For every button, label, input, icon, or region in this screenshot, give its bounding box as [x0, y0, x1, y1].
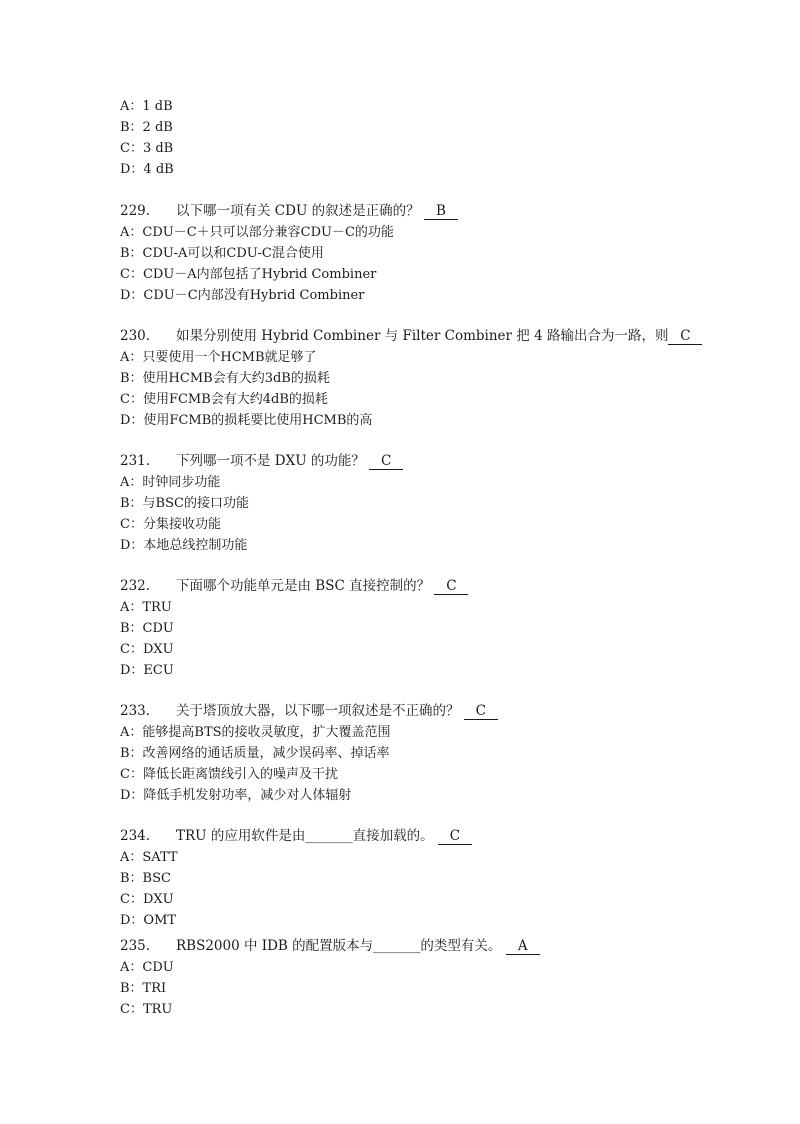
question-stem: [120, 201, 740, 222]
question-stem: [120, 451, 740, 472]
question-number: 234.: [120, 828, 151, 844]
option-d: D：4 dB: [120, 162, 174, 177]
option-d: D：降低手机发射功率，减少对人体辐射: [120, 788, 352, 803]
question-text: 以下哪一项有关 CDU 的叙述是正确的？: [176, 203, 420, 219]
option-b: B：使用HCMB会有大约3dB的损耗: [120, 371, 330, 386]
question-234: [120, 826, 740, 931]
option-c: C：3 dB: [120, 141, 174, 156]
question-stem: [120, 936, 740, 957]
question-text: TRU 的应用软件是由_______直接加载的。: [176, 828, 434, 844]
question-text: 如果分别使用 Hybrid Combiner 与 Filter Combiner 把 4 路输出合为一路，则: [176, 328, 669, 344]
answer-blank: A: [506, 939, 540, 955]
question-stem: [120, 826, 740, 847]
question-number: 231.: [120, 453, 151, 469]
option-b: B：CDU: [120, 621, 174, 636]
option-b: B：改善网络的通话质量，减少误码率、掉话率: [120, 746, 390, 761]
option-d: D：本地总线控制功能: [120, 538, 248, 553]
question-235: [120, 936, 740, 1020]
answer-blank: C: [464, 704, 498, 720]
option-a: A：CDU－C＋只可以部分兼容CDU－C的功能: [120, 225, 394, 240]
option-c: C：DXU: [120, 642, 174, 657]
option-a: A：时钟同步功能: [120, 475, 221, 490]
answer-blank: C: [434, 579, 468, 595]
question-230: [120, 326, 740, 431]
question-text: 下列哪一项不是 DXU 的功能？: [176, 453, 365, 469]
answer-blank: C: [668, 329, 702, 345]
question-stem: [120, 701, 740, 722]
option-c: C：降低长距离馈线引入的噪声及干扰: [120, 767, 338, 782]
option-a: A：CDU: [120, 960, 174, 975]
question-number: 235.: [120, 938, 151, 954]
answer-blank: C: [438, 829, 472, 845]
option-a: A：SATT: [120, 850, 178, 865]
option-a: A：只要使用一个HCMB就足够了: [120, 350, 317, 365]
option-b: B：与BSC的接口功能: [120, 496, 249, 511]
option-b: B：2 dB: [120, 120, 173, 135]
answer-blank: C: [369, 454, 403, 470]
option-d: D：OMT: [120, 913, 177, 928]
option-b: B：BSC: [120, 871, 171, 886]
question-text: 关于塔顶放大器，以下哪一项叙述是不正确的？: [176, 703, 460, 719]
question-stem: [120, 326, 740, 347]
option-c: C：使用FCMB会有大约4dB的损耗: [120, 392, 328, 407]
option-c: C：DXU: [120, 892, 174, 907]
question-number: 233.: [120, 703, 151, 719]
question-232: [120, 576, 740, 681]
prev-question-options: [120, 96, 740, 180]
option-c: C：分集接收功能: [120, 517, 221, 532]
question-number: 229.: [120, 203, 151, 219]
question-text: 下面哪个功能单元是由 BSC 直接控制的？: [176, 578, 431, 594]
question-231: [120, 451, 740, 556]
option-c: C：CDU－A内部包括了Hybrid Combiner: [120, 267, 377, 282]
option-d: D：使用FCMB的损耗要比使用HCMB的高: [120, 413, 373, 428]
question-number: 232.: [120, 578, 151, 594]
option-b: B：TRI: [120, 981, 167, 996]
answer-blank: B: [424, 204, 458, 220]
question-233: [120, 701, 740, 806]
question-229: [120, 201, 740, 306]
option-c: C：TRU: [120, 1002, 173, 1017]
option-d: D：ECU: [120, 663, 174, 678]
option-a: A：1 dB: [120, 99, 173, 114]
question-text: RBS2000 中 IDB 的配置版本与_______的类型有关。: [176, 938, 502, 954]
option-a: A：TRU: [120, 600, 172, 615]
option-a: A：能够提高BTS的接收灵敏度，扩大覆盖范围: [120, 725, 391, 740]
option-d: D：CDU－C内部没有Hybrid Combiner: [120, 288, 365, 303]
option-b: B：CDU-A可以和CDU-C混合使用: [120, 246, 324, 261]
question-number: 230.: [120, 328, 151, 344]
question-stem: [120, 576, 740, 597]
